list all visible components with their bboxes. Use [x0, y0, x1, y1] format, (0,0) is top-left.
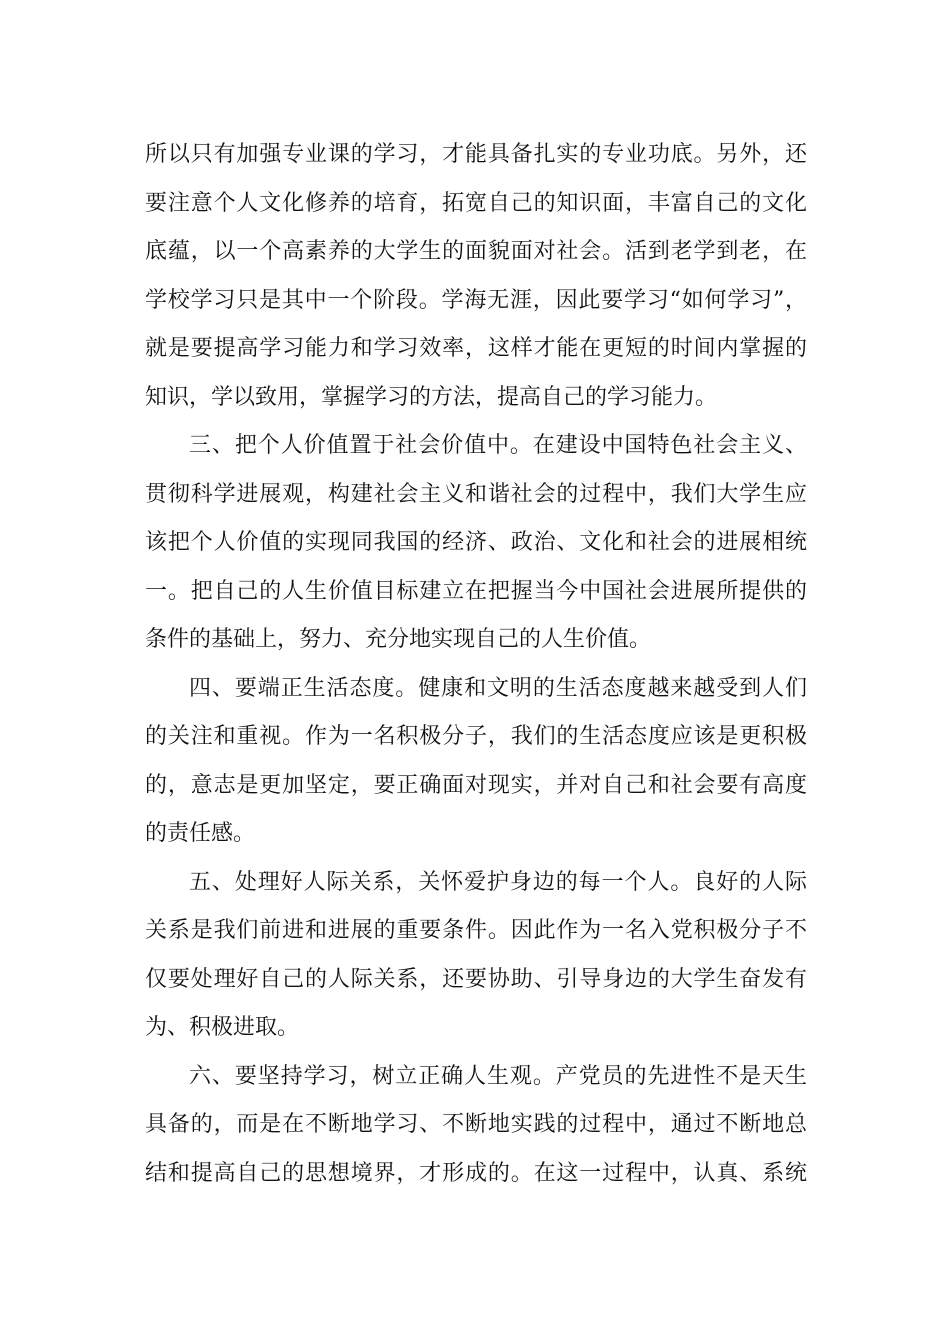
text-line: 五、处理好人际关系，关怀爱护身边的每一个人。良好的人际	[189, 869, 807, 895]
text-line: 三、把个人价值置于社会价值中。在建设中国特色社会主义、	[189, 433, 807, 458]
text-line: 的，意志是更加坚定，要正确面对现实，并对自己和社会要有高度	[145, 772, 807, 798]
paragraph-continuation	[145, 131, 807, 422]
paragraph-section-6	[145, 1053, 807, 1199]
text-line: 的关注和重视。作为一名积极分子，我们的生活态度应该是更积极	[145, 724, 807, 749]
paragraph-section-5	[145, 859, 807, 1053]
document-body	[145, 131, 807, 1198]
text-line: 为、积极进取。	[145, 1015, 300, 1040]
text-line: 四、要端正生活态度。健康和文明的生活态度越来越受到人们	[189, 675, 807, 701]
paragraph-section-3	[145, 422, 807, 665]
text-line: 要注意个人文化修养的培育，拓宽自己的知识面，丰富自己的文化	[145, 190, 807, 216]
text-line: 仅要处理好自己的人际关系，还要协助、引导身边的大学生奋发有	[145, 966, 807, 992]
text-line: 六、要坚持学习，树立正确人生观。产党员的先进性不是天生	[189, 1063, 807, 1089]
text-line: 条件的基础上，努力、充分地实现自己的人生价值。	[145, 627, 652, 652]
text-line: 该把个人价值的实现同我国的经济、政治、文化和社会的进展相统	[145, 530, 807, 555]
text-line: 具备的，而是在不断地学习、不断地实践的过程中，通过不断地总	[145, 1112, 807, 1137]
text-line: 一。把自己的人生价值目标建立在把握当今中国社会进展所提供的	[145, 578, 807, 604]
text-line: 就是要提高学习能力和学习效率，这样才能在更短的时间内掌握的	[145, 336, 807, 361]
paragraph-section-4	[145, 665, 807, 859]
text-line: 学校学习只是其中一个阶段。学海无涯，因此要学习“如何学习”，	[145, 287, 807, 313]
text-line: 的责任感。	[145, 821, 256, 846]
text-line: 知识，学以致用，掌握学习的方法，提高自己的学习能力。	[145, 384, 718, 410]
text-line: 底蕴，以一个高素养的大学生的面貌面对社会。活到老学到老，在	[145, 239, 807, 264]
text-line: 关系是我们前进和进展的重要条件。因此作为一名入党积极分子不	[145, 918, 807, 943]
text-line: 贯彻科学进展观，构建社会主义和谐社会的过程中，我们大学生应	[145, 481, 807, 507]
text-line: 所以只有加强专业课的学习，才能具备扎实的专业功底。另外，还	[145, 142, 807, 167]
text-line: 结和提高自己的思想境界，才形成的。在这一过程中，认真、系统	[145, 1160, 807, 1186]
